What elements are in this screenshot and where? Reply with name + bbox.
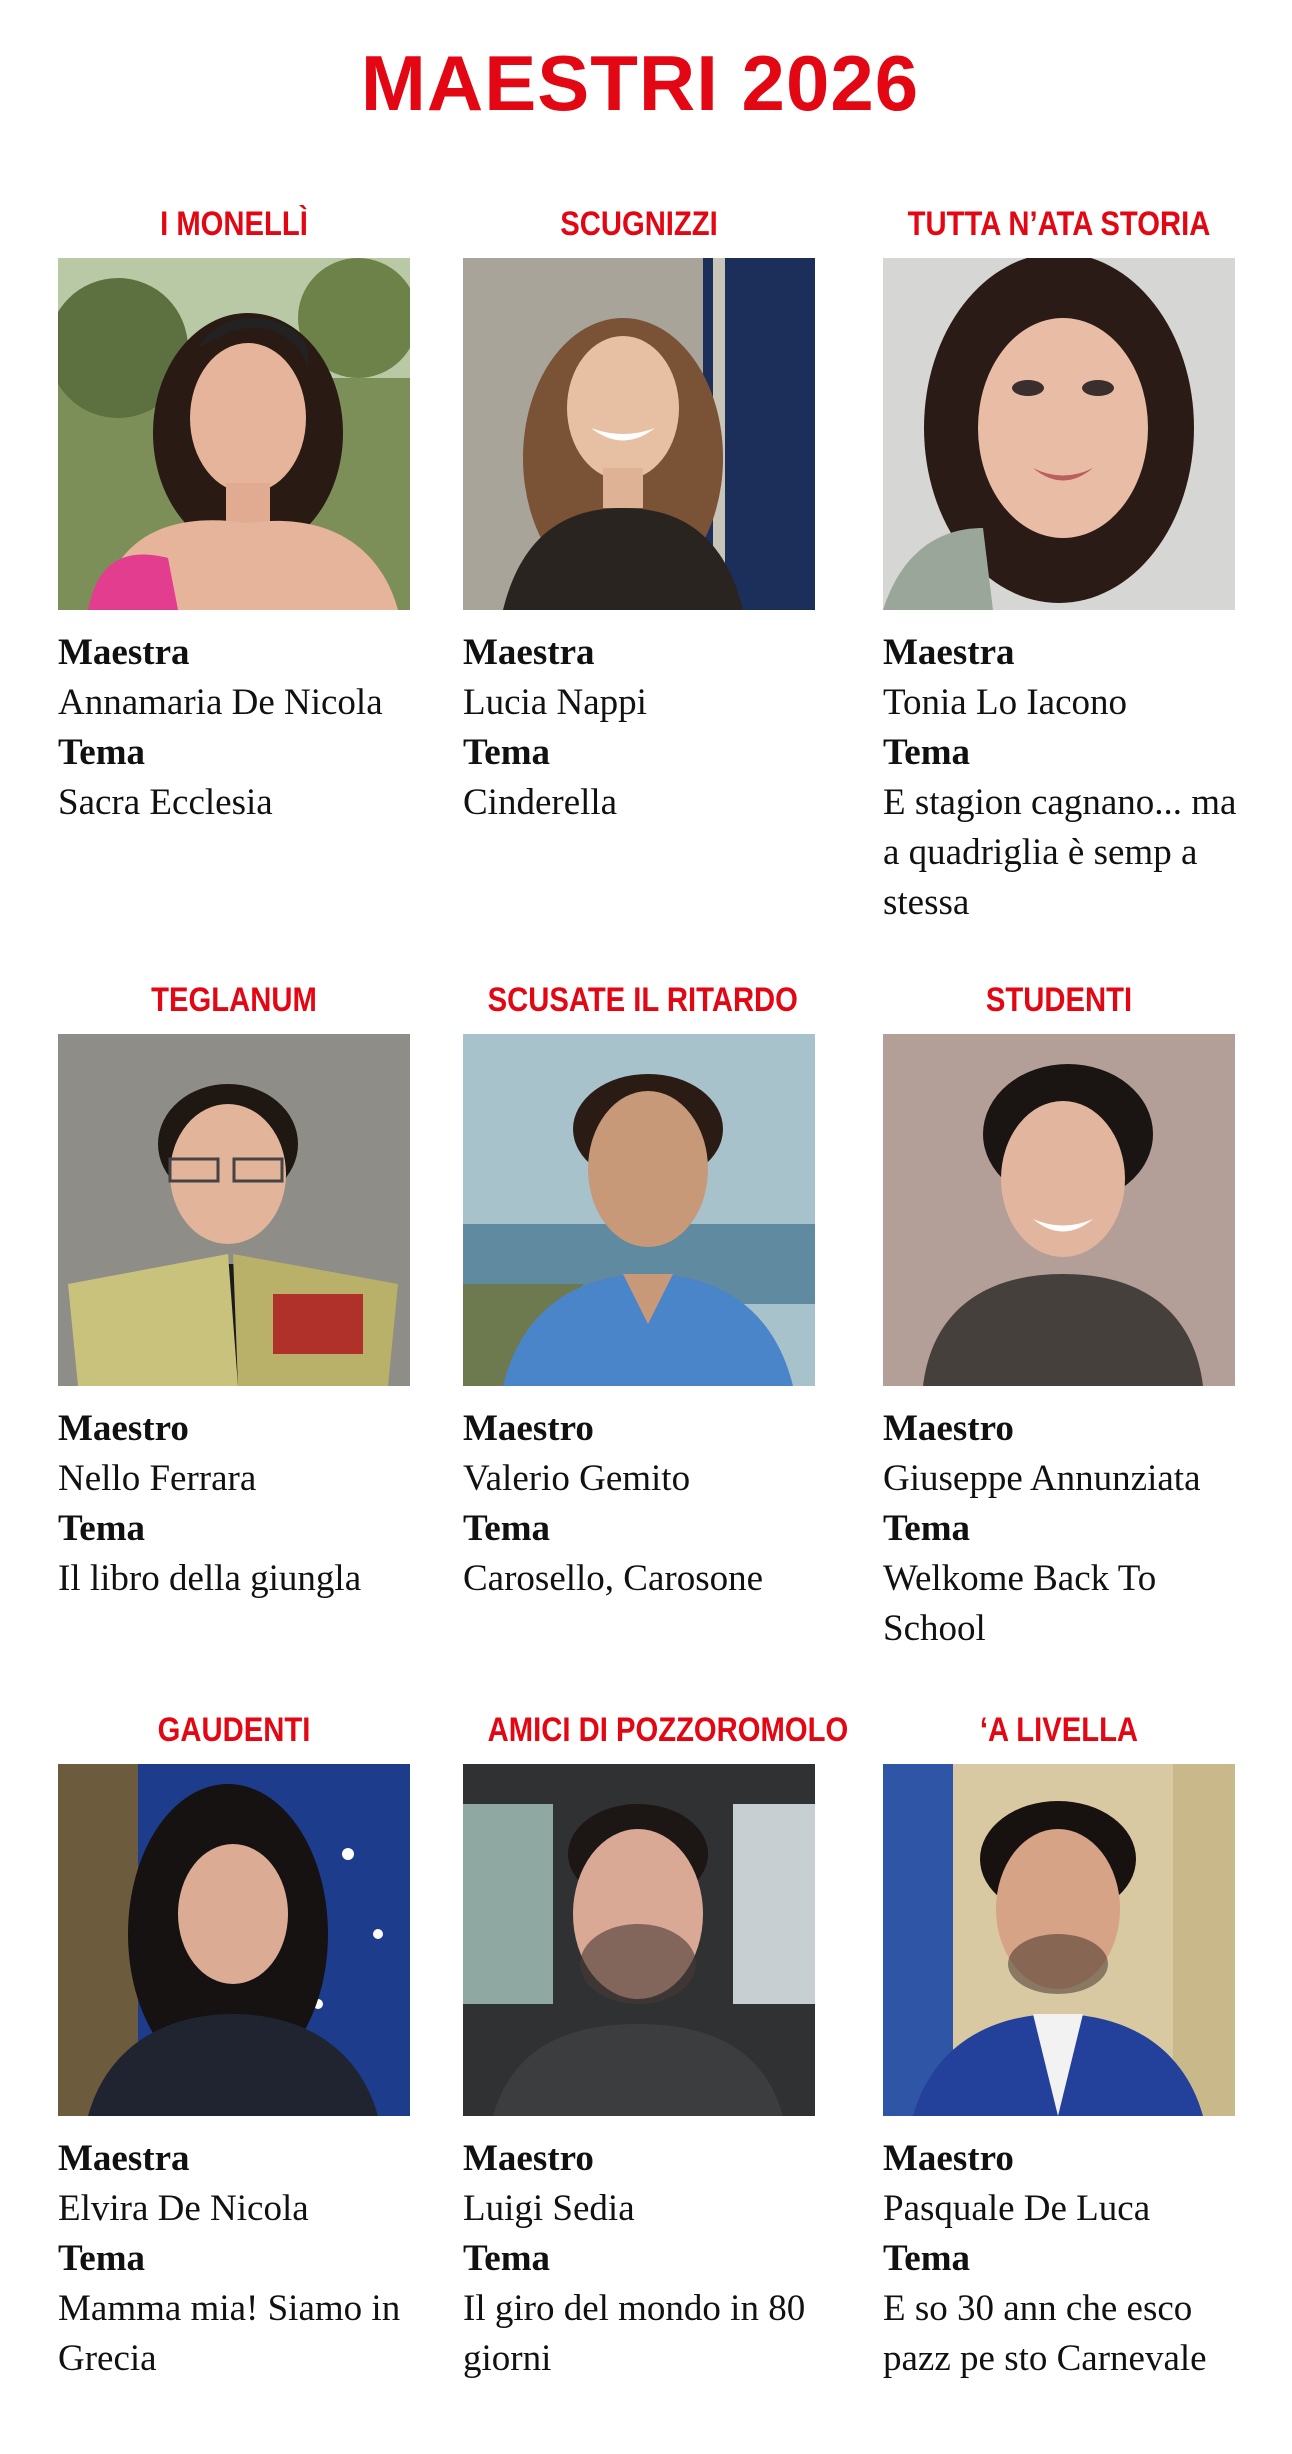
theme-value: Il libro della giungla	[58, 1558, 362, 1599]
theme-value: Cinderella	[463, 782, 618, 823]
person-name: Nello Ferrara	[58, 1458, 257, 1499]
group-name: TEGLANUM	[151, 981, 317, 1019]
person-name: Giuseppe Annunziata	[883, 1458, 1201, 1499]
group-name: GAUDENTI	[157, 1711, 311, 1749]
portrait-photo	[58, 1034, 410, 1386]
portrait-photo	[463, 1764, 815, 2116]
portrait-photo	[58, 1764, 410, 2116]
person-name: Valerio Gemito	[463, 1458, 691, 1499]
theme-value: Mamma mia! Siamo in Grecia	[58, 2288, 401, 2379]
group-name: SCUSATE IL RITARDO	[487, 981, 798, 1019]
portrait-photo	[58, 258, 410, 610]
theme-label: Tema	[58, 2238, 146, 2279]
group-name: SCUGNIZZI	[560, 205, 718, 243]
theme-label: Tema	[883, 1508, 971, 1549]
group-name: I MONELLÌ	[160, 205, 308, 243]
theme-label: Tema	[463, 1508, 551, 1549]
theme-value: Carosello, Carosone	[463, 1558, 764, 1599]
role-label: Maestra	[58, 2138, 190, 2179]
role-label: Maestro	[463, 1408, 594, 1449]
group-name: AMICI DI POZZOROMOLO	[487, 1711, 849, 1749]
person-name: Lucia Nappi	[463, 682, 647, 723]
theme-label: Tema	[883, 732, 971, 773]
portrait-photo	[463, 1034, 815, 1386]
theme-value: E stagion cagnano... ma a quadriglia è semp a stessa	[883, 782, 1237, 923]
person-name: Annamaria De Nicola	[58, 682, 383, 723]
role-label: Maestro	[463, 2138, 594, 2179]
theme-label: Tema	[58, 1508, 146, 1549]
theme-label: Tema	[883, 2238, 971, 2279]
role-label: Maestra	[883, 632, 1015, 673]
role-label: Maestra	[463, 632, 595, 673]
theme-value: Sacra Ecclesia	[58, 782, 273, 823]
page-title: MAESTRI 2026	[360, 39, 920, 127]
theme-label: Tema	[58, 732, 146, 773]
portrait-photo	[883, 258, 1235, 610]
portrait-photo	[883, 1034, 1235, 1386]
person-name: Pasquale De Luca	[883, 2188, 1151, 2229]
theme-label: Tema	[463, 2238, 551, 2279]
theme-value: Il giro del mondo in 80 giorni	[463, 2288, 806, 2379]
theme-label: Tema	[463, 732, 551, 773]
group-name: TUTTA N’ATA STORIA	[907, 205, 1211, 243]
role-label: Maestra	[58, 632, 190, 673]
theme-value: Welkome Back To School	[883, 1558, 1157, 1649]
portrait-photo	[463, 258, 815, 610]
role-label: Maestro	[58, 1408, 189, 1449]
theme-value: E so 30 ann che esco pazz pe sto Carnevale	[883, 2288, 1207, 2379]
role-label: Maestro	[883, 1408, 1014, 1449]
person-name: Tonia Lo Iacono	[883, 682, 1127, 723]
person-name: Elvira De Nicola	[58, 2188, 309, 2229]
group-name: ‘A LIVELLA	[979, 1711, 1139, 1749]
group-name: STUDENTI	[985, 981, 1133, 1019]
role-label: Maestro	[883, 2138, 1014, 2179]
portrait-photo	[883, 1764, 1235, 2116]
person-name: Luigi Sedia	[463, 2188, 635, 2229]
